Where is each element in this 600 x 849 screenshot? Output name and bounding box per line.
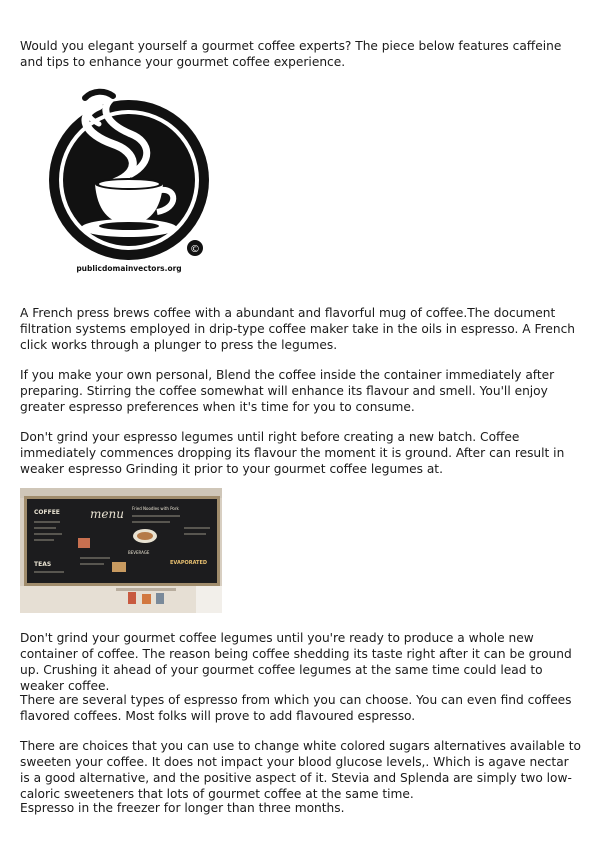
intro-paragraph: Would you elegant yourself a gourmet coffee experts? The piece below features caffeine and tips to enhance your gourmet coffee experience.	[20, 39, 562, 69]
paragraph-types: There are several types of espresso from which you can choose. You can even find coffees flavored coffees. Most folks will prove to add flavoured espresso.	[20, 693, 572, 723]
board-line-teas: TEAS	[34, 561, 52, 568]
coffee-cup-icon	[45, 86, 213, 264]
board-line-coffee: COFFEE	[34, 509, 60, 516]
paragraph-sweeteners: There are choices that you can use to change white colored sugars alternatives available to sweeten your coffee. It does not impact your blood glucose levels,. Which is agave nectar is a good alternative, and the positive aspect of it. Stevia and Splenda are simply two low-caloric sweeteners that lots of gourmet coffee at the same time.	[20, 739, 581, 801]
paragraph-french-press: A French press brews coffee with a abundant and flavorful mug of coffee.The document filtration systems employed in drip-type coffee maker take in the oils in espresso. A French click works through a plunger to press the legumes.	[20, 306, 575, 352]
badge-letter: ©	[190, 244, 200, 255]
board-line-beverage: BEVERAGE	[128, 550, 150, 555]
coffee-logo	[45, 86, 213, 278]
paragraph-blend: If you make your own personal, Blend the coffee inside the container immediately after preparing. Stirring the coffee somewhat will enhance its flavour and smell. You'll enjoy greater espresso preferences when it's time for you to consume.	[20, 368, 555, 414]
board-line-noodles: Fried Noodles with Pork	[132, 506, 179, 511]
paragraph-legumes: Don't grind your gourmet coffee legumes until you're ready to produce a whole new container of coffee. The reason being coffee shedding its taste right after it can be ground up. Crushing it ahead of your gourmet coffee legumes at the same time could lead to weaker coffee.	[20, 631, 572, 693]
paragraph-freezer: Espresso in the freezer for longer than three months.	[20, 801, 345, 815]
cafe-menu-photo	[20, 488, 222, 613]
logo-caption: publicdomainvectors.org	[76, 264, 182, 273]
board-menu-title: menu	[90, 507, 124, 521]
board-line-evaporated: EVAPORATED	[170, 560, 208, 566]
paragraph-grind: Don't grind your espresso legumes until right before creating a new batch. Coffee immediately commences dropping its flavour the moment it is ground. After can result in weaker espresso Grinding it prior to your gourmet coffee legumes at.	[20, 430, 565, 476]
